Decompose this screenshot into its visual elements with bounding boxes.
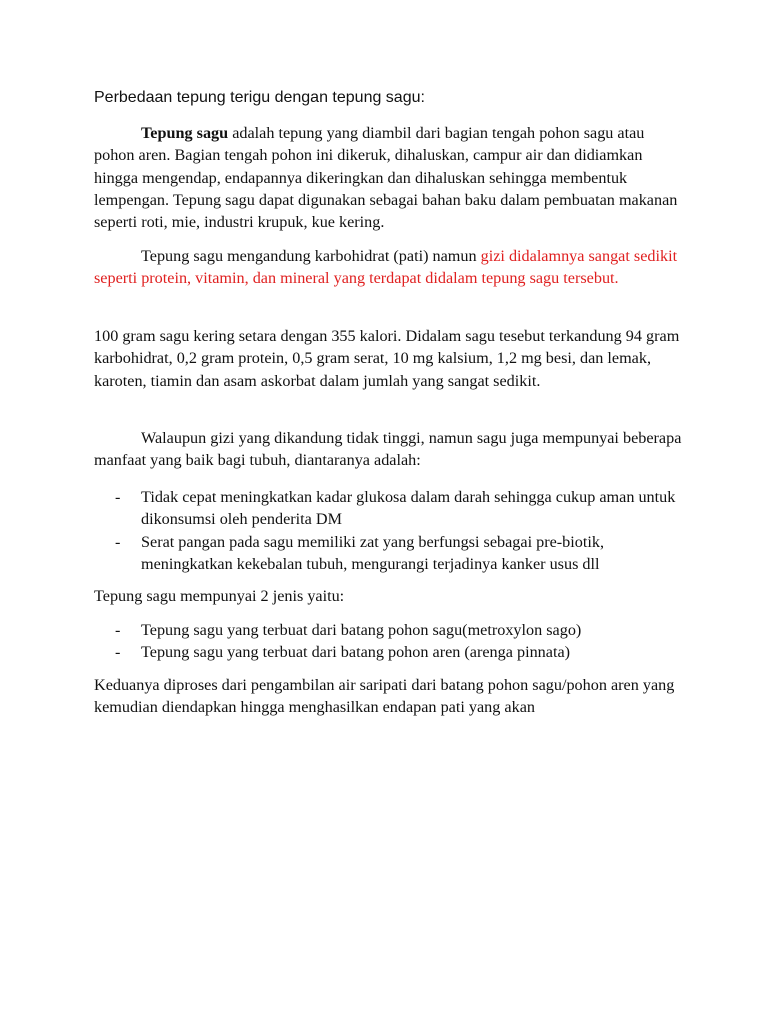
list-item [94, 641, 684, 663]
benefits-list [94, 486, 684, 575]
list-item-text: Tepung sagu yang terbuat dari batang pohon sagu(metroxylon sago) [141, 621, 582, 639]
paragraph-benefits-intro: Walaupun gizi yang dikandung tidak tinggi, namun sagu juga mempunyai beberapa manfaat yang baik bagi tubuh, diantaranya adalah: [94, 429, 682, 470]
bullet-dash: - [115, 488, 121, 506]
bullet-dash: - [115, 621, 121, 639]
bullet-dash: - [115, 643, 121, 662]
paragraph-text: Tepung sagu mengandung karbohidrat (pati) namun [141, 247, 481, 265]
bold-term: Tepung sagu [141, 124, 229, 142]
list-item [94, 619, 684, 641]
list-item [94, 486, 684, 531]
paragraph-nutrition [94, 245, 684, 290]
paragraph-definition [94, 122, 684, 233]
paragraph-process: Keduanya diproses dari pengambilan air saripati dari batang pohon sagu/pohon aren yang kemudian diendapkan hingga menghasilkan endapan pati yang akan [94, 676, 675, 717]
page-title: Perbedaan tepung terigu dengan tepung sagu: [94, 89, 425, 106]
list-item-text: Serat pangan pada sagu memiliki zat yang berfungsi sebagai pre-biotik, meningkatkan kekebalan tubuh, mengurangi terjadinya kanker usus dll [141, 532, 604, 573]
list-item-text: Tepung sagu yang terbuat dari batang pohon aren (arenga pinnata) [141, 643, 571, 662]
highlighted-text: gizi didalamnya sangat sedikit seperti protein, vitamin, dan mineral yang terdapat didalam tepung sagu tersebut. [94, 247, 678, 288]
list-item [94, 531, 684, 576]
bullet-dash: - [115, 532, 121, 551]
types-list [94, 619, 684, 664]
paragraph-types-intro: Tepung sagu mempunyai 2 jenis yaitu: [94, 587, 345, 605]
paragraph-text: adalah tepung yang diambil dari bagian tengah pohon sagu atau pohon aren. Bagian tengah pohon ini dikeruk, dihaluskan, campur air dan didiamkan hingga mengendap, endapannya dikeringkan dan dihaluskan sehingga membentuk lempengan. Tepung sagu dapat digunakan sebagai bahan baku dalam pembuatan makanan seperti roti, mie, industri krupuk, kue kering. [94, 124, 678, 232]
list-item-text: Tidak cepat meningkatkan kadar glukosa dalam darah sehingga cukup aman untuk dikonsumsi oleh penderita DM [141, 488, 676, 529]
paragraph-composition: 100 gram sagu kering setara dengan 355 kalori. Didalam sagu tesebut terkandung 94 gram karbohidrat, 0,2 gram protein, 0,5 gram serat, 10 mg kalsium, 1,2 mg besi, dan lemak, karoten, tiamin dan asam askorbat dalam jumlah yang sangat sedikit. [94, 327, 680, 390]
